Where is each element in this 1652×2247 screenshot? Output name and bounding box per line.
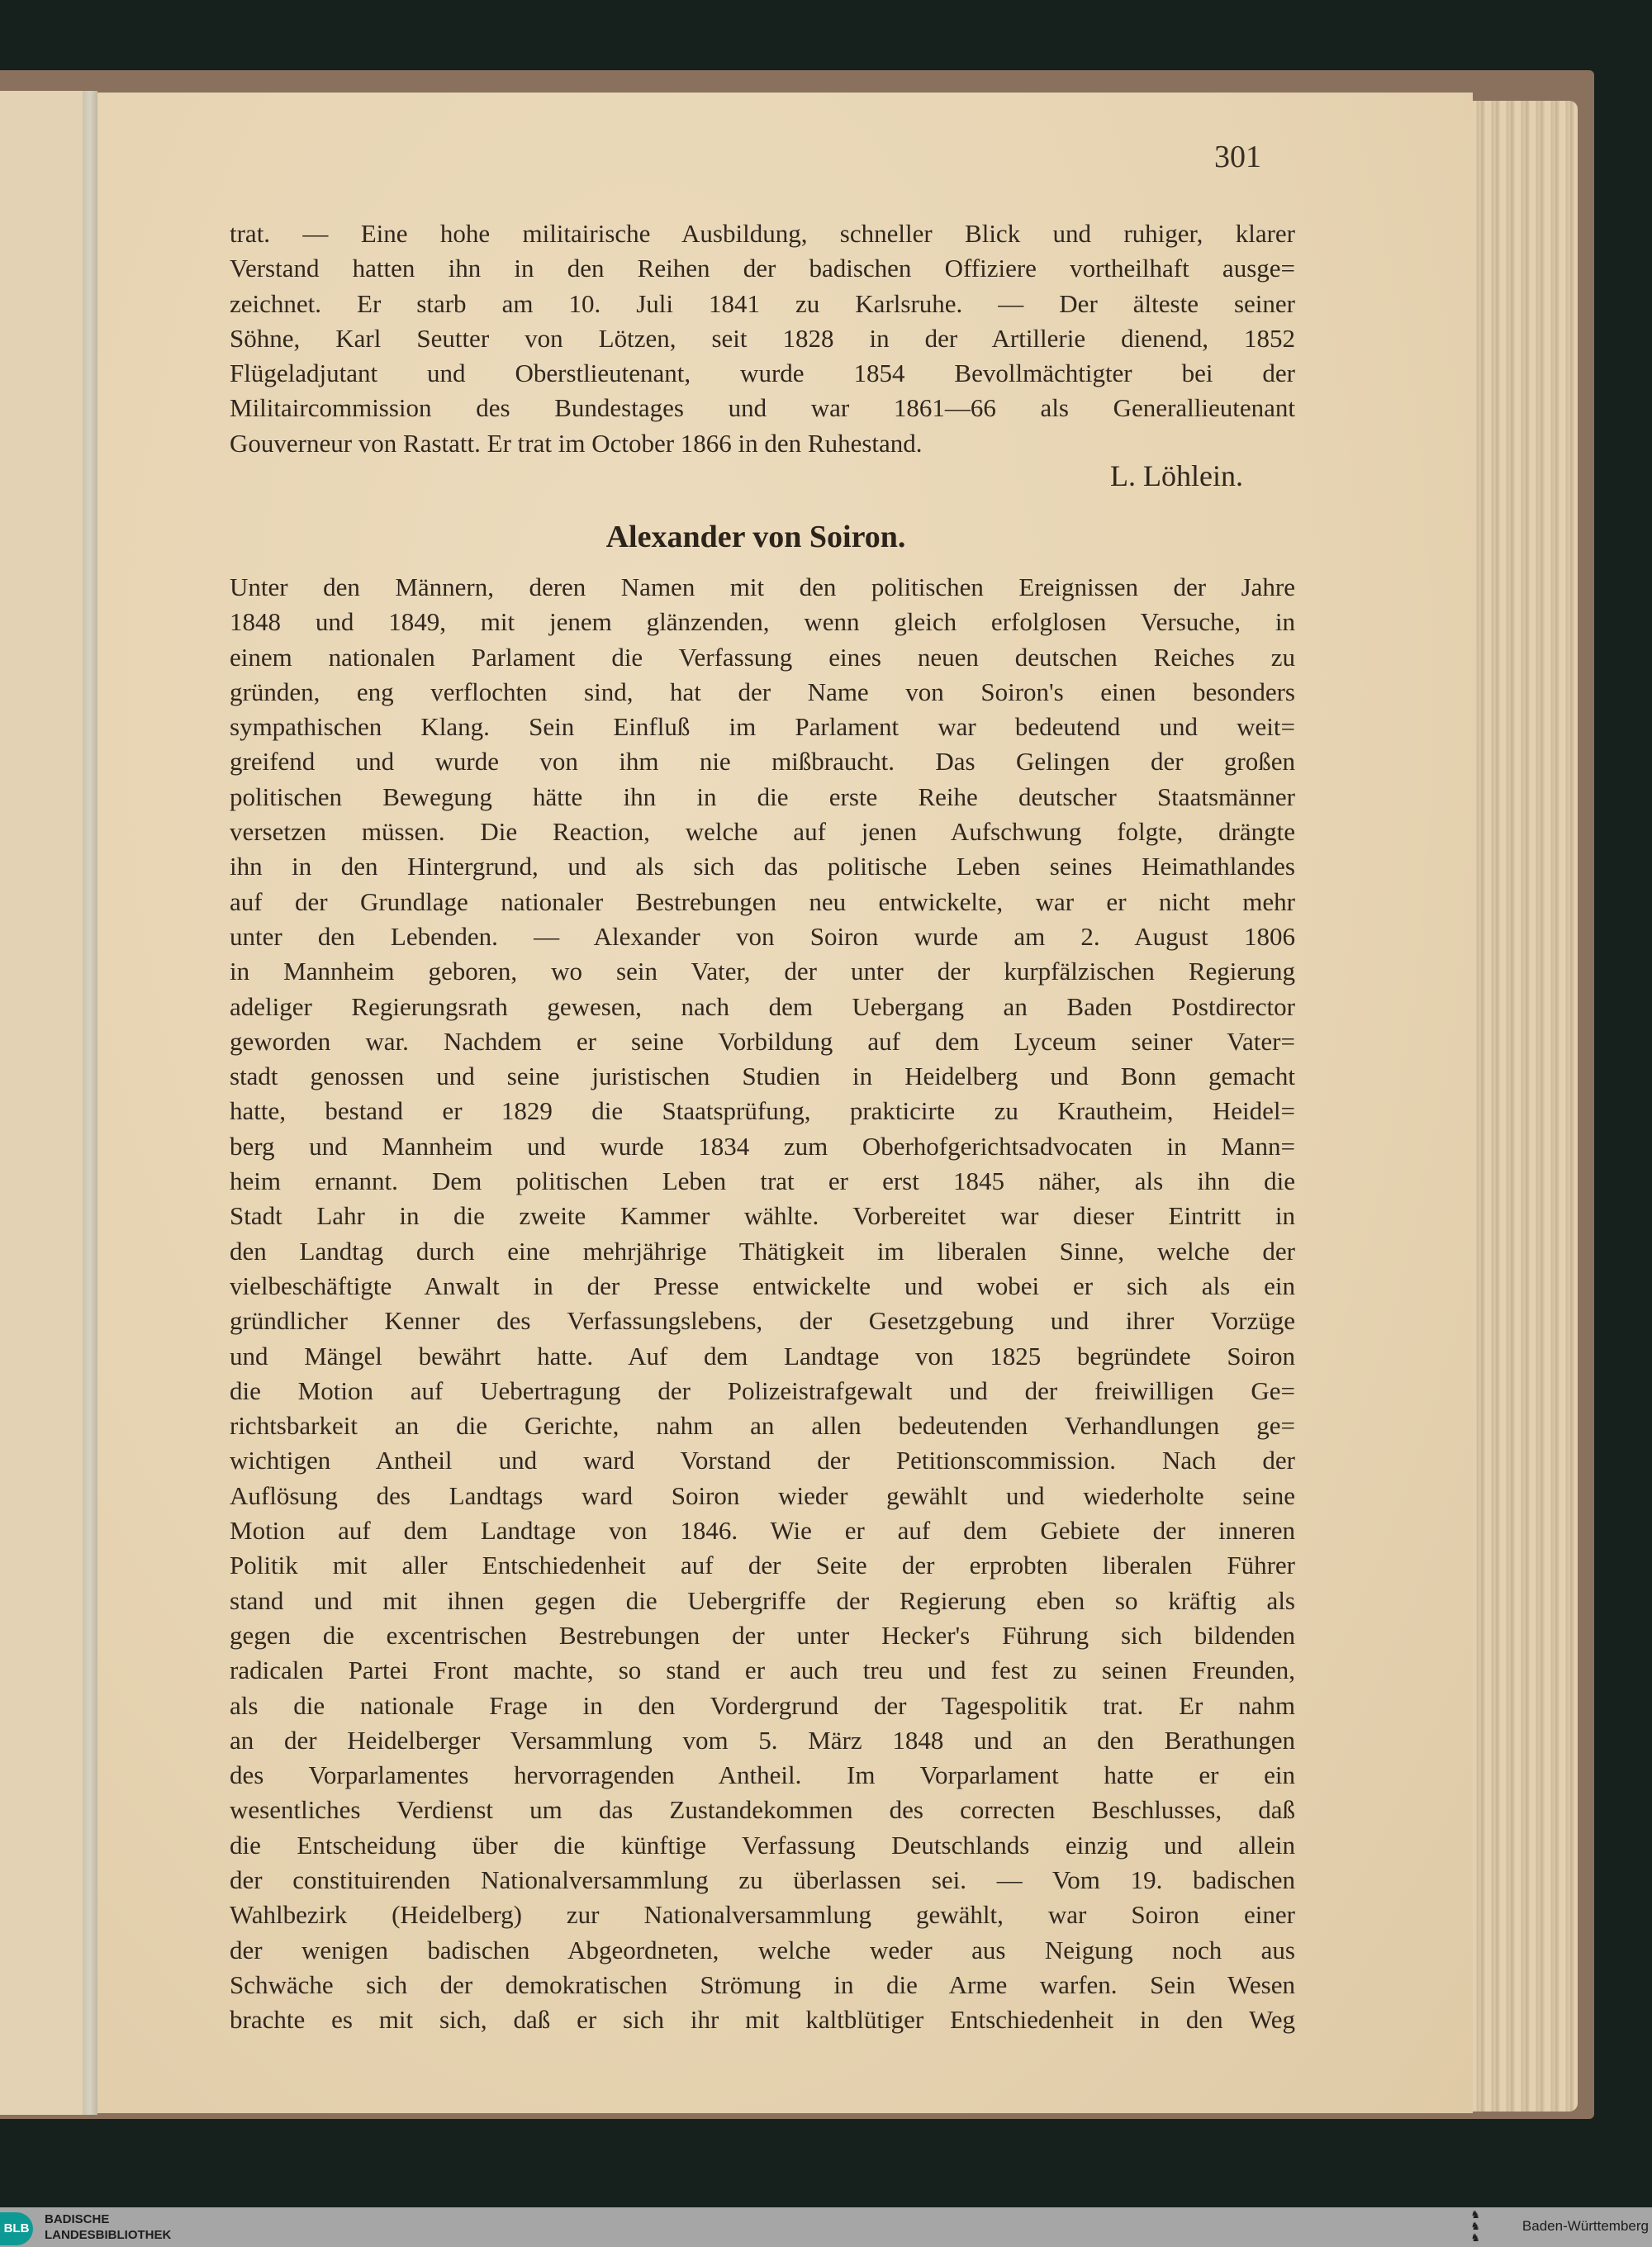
text-line: heim ernannt. Dem politischen Leben trat er erst 1845 näher, als ihn die: [230, 1166, 1295, 1196]
text-line: die Motion auf Uebertragung der Polizeistrafgewalt und der freiwilligen Ge=: [230, 1375, 1295, 1405]
text-line: gründen, eng verflochten sind, hat der Name von Soiron's einen besonders: [230, 677, 1295, 706]
article-body: [230, 570, 1295, 2037]
text-line: gründlicher Kenner des Verfassungslebens, der Gesetzgebung und ihrer Vorzüge: [230, 1306, 1295, 1336]
text-line: vielbeschäftigte Anwalt in der Presse entwickelte und wobei er sich als ein: [230, 1271, 1295, 1300]
text-line: Auflösung des Landtags ward Soiron wieder gewählt und wiederholte seine: [230, 1480, 1295, 1510]
page-edges: [1470, 101, 1578, 2112]
text-line: greifend und wurde von ihm nie mißbraucht. Das Gelingen der großen: [230, 747, 1295, 777]
text-line: Verstand hatten ihn in den Reihen der badischen Offiziere vortheilhaft ausge=: [230, 254, 1295, 283]
text-line: versetzen müssen. Die Reaction, welche auf jenen Aufschwung folgte, drängte: [230, 817, 1295, 847]
book-gutter: [83, 91, 97, 2115]
text-line: Söhne, Karl Seutter von Lötzen, seit 1828 in der Artillerie dienend, 1852: [230, 323, 1295, 353]
text-line: zeichnet. Er starb am 10. Juli 1841 zu Karlsruhe. — Der älteste seiner: [230, 288, 1295, 318]
text-line: an der Heidelberger Versammlung vom 5. März 1848 und an den Berathungen: [230, 1725, 1295, 1755]
text-line: den Landtag durch eine mehrjährige Thätigkeit im liberalen Sinne, welche der: [230, 1236, 1295, 1266]
article-heading: Alexander von Soiron.: [605, 520, 906, 554]
text-line: Unter den Männern, deren Namen mit den politischen Ereignissen der Jahre: [230, 572, 1295, 601]
text-line: ihn in den Hintergrund, und als sich das politische Leben seines Heimathlandes: [230, 852, 1295, 881]
text-line: als die nationale Frage in den Vordergrund der Tagespolitik trat. Er nahm: [230, 1690, 1295, 1720]
text-line: der constituirenden Nationalversammlung zu überlassen sei. — Vom 19. badischen: [230, 1865, 1295, 1894]
text-line: berg und Mannheim und wurde 1834 zum Oberhofgerichtsadvocaten in Mann=: [230, 1131, 1295, 1161]
text-line: unter den Lebenden. — Alexander von Soiron wurde am 2. August 1806: [230, 921, 1295, 951]
text-line: wesentliches Verdienst um das Zustandekommen des correcten Beschlusses, daß: [230, 1795, 1295, 1825]
library-name-line2: LANDESBIBLIOTHEK: [45, 2228, 172, 2242]
text-line: Politik mit aller Entschiedenheit auf der Seite der erprobten liberalen Führer: [230, 1551, 1295, 1580]
text-line: Gouverneur von Rastatt. Er trat im October 1866 in den Ruhestand.: [230, 428, 923, 458]
text-line: die Entscheidung über die künftige Verfassung Deutschlands einzig und allein: [230, 1830, 1295, 1860]
text-line: 1848 und 1849, mit jenem glänzenden, wenn gleich erfolglosen Versuche, in: [230, 607, 1295, 637]
text-line: in Mannheim geboren, wo sein Vater, der unter der kurpfälzischen Regierung: [230, 957, 1295, 986]
lion-crest-icon: ♞ ♞ ♞: [1470, 2208, 1480, 2244]
text-line: gegen die excentrischen Bestrebungen der unter Hecker's Führung sich bildenden: [230, 1620, 1295, 1650]
text-line: Motion auf dem Landtage von 1846. Wie er auf dem Gebiete der inneren: [230, 1516, 1295, 1546]
text-line: des Vorparlamentes hervorragenden Antheil. Im Vorparlament hatte er ein: [230, 1760, 1295, 1790]
text-line: radicalen Partei Front machte, so stand er auch treu und fest zu seinen Freunden,: [230, 1656, 1295, 1685]
text-line: einem nationalen Parlament die Verfassung eines neuen deutschen Reiches zu: [230, 642, 1295, 672]
text-line: Schwäche sich der demokratischen Strömung in die Arme warfen. Sein Wesen: [230, 1969, 1295, 1999]
text-line: sympathischen Klang. Sein Einfluß im Parlament war bedeutend und weit=: [230, 712, 1295, 742]
text-line: Stadt Lahr in die zweite Kammer wählte. Vorbereitet war dieser Eintritt in: [230, 1201, 1295, 1231]
text-line: adeliger Regierungsrath gewesen, nach dem Uebergang an Baden Postdirector: [230, 991, 1295, 1021]
blb-logo[interactable]: BLB: [0, 2212, 33, 2245]
library-name[interactable]: [45, 2211, 171, 2243]
text-line: hatte, bestand er 1829 die Staatsprüfung, prakticirte zu Krautheim, Heidel=: [230, 1096, 1295, 1126]
text-line: Wahlbezirk (Heidelberg) zur Nationalversammlung gewählt, war Soiron einer: [230, 1900, 1295, 1930]
text-line: Flügeladjutant und Oberstlieutenant, wurde 1854 Bevollmächtigter bei der: [230, 359, 1295, 388]
text-line: stadt genossen und seine juristischen Studien in Heidelberg und Bonn gemacht: [230, 1062, 1295, 1091]
text-line: brachte es mit sich, daß er sich ihr mit kaltblütiger Entschiedenheit in den Weg: [230, 2005, 1295, 2035]
library-name-line1: BADISCHE: [45, 2212, 110, 2226]
text-line: der wenigen badischen Abgeordneten, welche weder aus Neigung noch aus: [230, 1935, 1295, 1964]
text-line: stand und mit ihnen gegen die Uebergriffe der Regierung eben so kräftig als: [230, 1585, 1295, 1615]
text-line: Militaircommission des Bundestages und war 1861—66 als Generallieutenant: [230, 393, 1295, 423]
text-line: trat. — Eine hohe militairische Ausbildung, schneller Blick und ruhiger, klarer: [230, 219, 1295, 248]
text-line: auf der Grundlage nationaler Bestrebungen neu entwickelte, war er nicht mehr: [230, 886, 1295, 916]
left-page-edge: [0, 91, 86, 2115]
text-line: geworden war. Nachdem er seine Vorbildung auf dem Lyceum seiner Vater=: [230, 1026, 1295, 1056]
text-line: wichtigen Antheil und ward Vorstand der Petitionscommission. Nach der: [230, 1446, 1295, 1475]
paragraph-previous-article: [230, 216, 1295, 461]
page-number: 301: [1214, 140, 1261, 174]
state-label[interactable]: Baden-Württemberg: [1521, 2218, 1649, 2234]
text-line: und Mängel bewährt hatte. Auf dem Landtage von 1825 begründete Soiron: [230, 1341, 1295, 1371]
author-signature: L. Löhlein.: [1110, 459, 1243, 492]
text-line: richtsbarkeit an die Gerichte, nahm an allen bedeutenden Verhandlungen ge=: [230, 1411, 1295, 1441]
text-line: politischen Bewegung hätte ihn in die erste Reihe deutscher Staatsmänner: [230, 781, 1295, 811]
footer-bar: [0, 2207, 1652, 2247]
